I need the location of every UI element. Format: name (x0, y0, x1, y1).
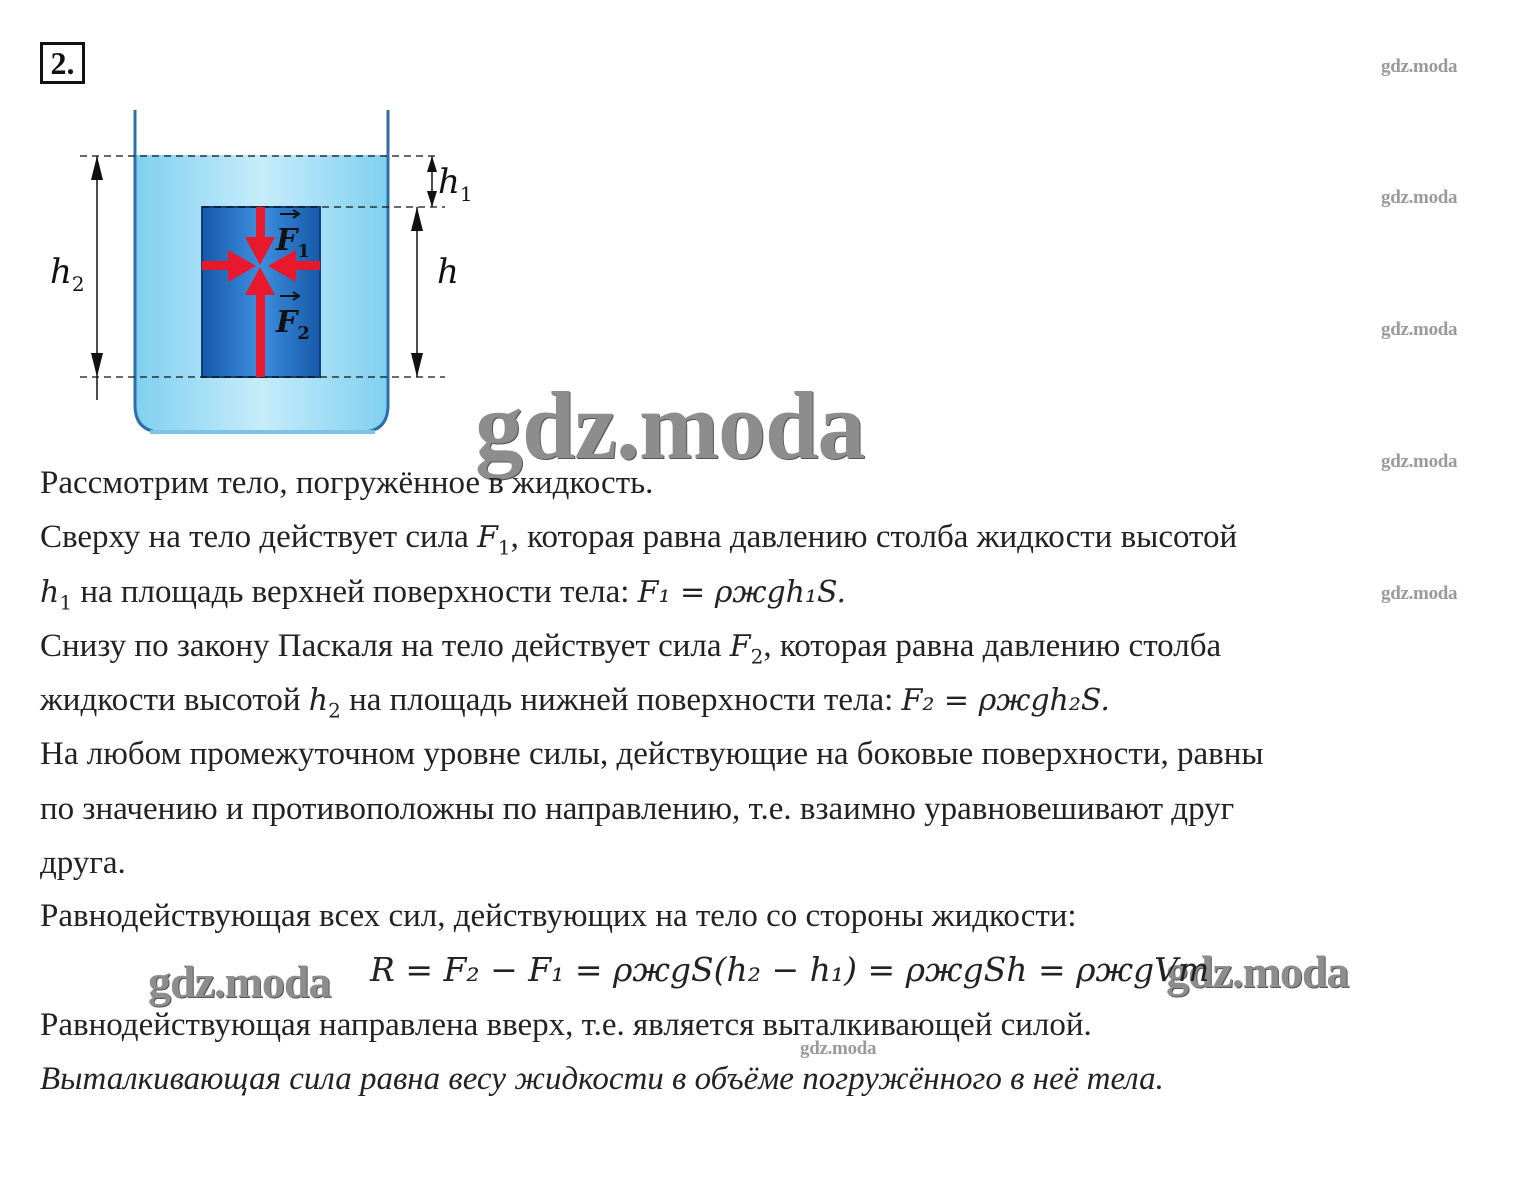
watermark: gdz.moda (1381, 56, 1458, 77)
watermark: gdz.moda (1381, 319, 1458, 340)
label-F2: $F_2$ (276, 305, 310, 344)
text-line-3: $h_1$ на площадь верхней поверхности тела: F₁ = ρжgh₁S. (40, 574, 847, 615)
text-line-8: друга. (40, 845, 126, 881)
problem-number: 2. (40, 42, 85, 84)
text-line-4: Снизу по закону Паскаля на тело действует сила $F_2$, которая равна давлению столба (40, 628, 1222, 669)
label-h1: $h_1$ (438, 162, 473, 206)
text-line-5: жидкости высотой $h_2$ на площадь нижней поверхности тела: F₂ = ρжgh₂S. (40, 682, 1110, 723)
label-F1: $F_1$ (276, 223, 310, 262)
immersed-body-diagram (40, 100, 500, 445)
watermark-big: gdz.moda (1166, 946, 1349, 997)
watermark: gdz.moda (1381, 583, 1458, 604)
watermark: gdz.moda (1381, 451, 1458, 472)
watermark: gdz.moda (1381, 187, 1458, 208)
text-line-10: Равнодействующая направлена вверх, т.е. является выталкивающей силой. (40, 1007, 1092, 1043)
resultant-formula: R = F₂ − F₁ = ρжgS(h₂ − h₁) = ρжgSh = ρжgVт (370, 950, 1210, 989)
text-line-7: по значению и противоположны по направлению, т.е. взаимно уравновешивают друг (40, 791, 1235, 827)
text-line-6: На любом промежуточном уровне силы, действующие на боковые поверхности, равны (40, 736, 1264, 772)
watermark: gdz.moda (800, 1038, 877, 1059)
watermark-big: gdz.moda (148, 956, 331, 1007)
text-line-1: Рассмотрим тело, погружённое в жидкость. (40, 465, 654, 501)
conclusion-line: Выталкивающая сила равна весу жидкости в объёме погружённого в неё тела. (40, 1061, 1164, 1097)
label-h2: $h_2$ (50, 252, 85, 296)
text-line-2: Сверху на тело действует сила $F_1$, которая равна давлению столба жидкости высотой (40, 519, 1238, 560)
text-line-9: Равнодействующая всех сил, действующих на тело со стороны жидкости: (40, 898, 1077, 934)
label-h: h (437, 252, 459, 292)
watermark-big: gdz.moda (475, 372, 865, 479)
